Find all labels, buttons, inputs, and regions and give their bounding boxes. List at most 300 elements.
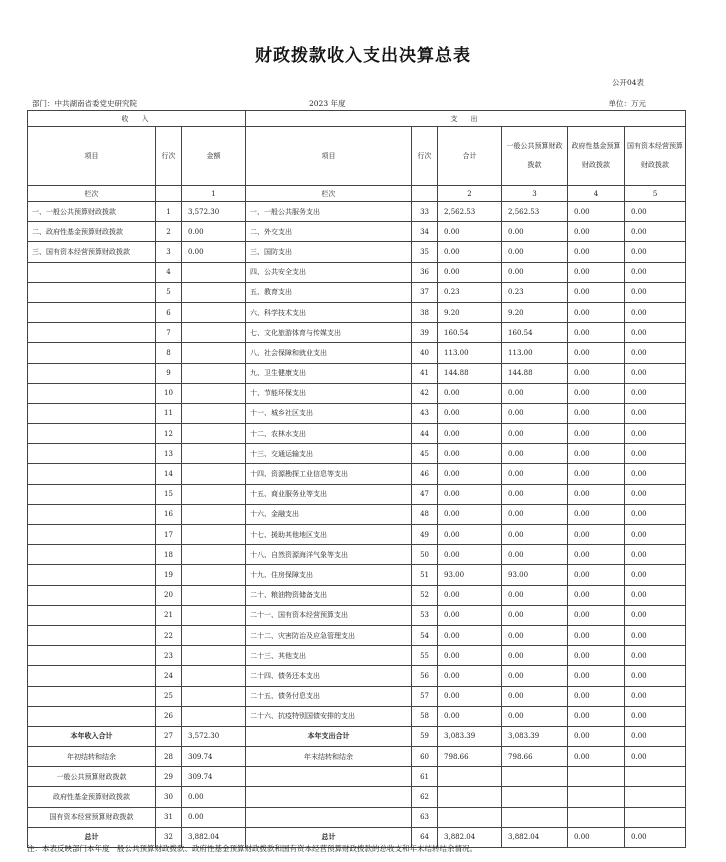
income-amount: 309.74	[182, 767, 246, 787]
expense-row-no: 45	[412, 444, 438, 464]
general-budget-amount: 0.23	[502, 282, 568, 302]
state-capital-amount: 0.00	[625, 545, 686, 565]
income-item-header: 项目	[28, 127, 156, 186]
total-amount: 144.88	[438, 363, 502, 383]
expense-item: 十七、援助其他地区支出	[246, 525, 412, 545]
income-row-no: 8	[156, 343, 182, 363]
total-amount: 798.66	[438, 747, 502, 767]
income-amount	[182, 585, 246, 605]
gov-fund-amount: 0.00	[568, 827, 625, 847]
unit-label: 单位：万元	[608, 99, 646, 108]
general-budget-amount: 0.00	[502, 686, 568, 706]
income-item: 年初结转和结余	[28, 747, 156, 767]
income-row-no: 24	[156, 666, 182, 686]
state-capital-amount: 0.00	[625, 403, 686, 423]
income-row-no: 14	[156, 464, 182, 484]
gov-fund-amount: 0.00	[568, 403, 625, 423]
income-item	[28, 403, 156, 423]
income-amount	[182, 323, 246, 343]
col-index-3: 3	[502, 186, 568, 202]
income-item	[28, 343, 156, 363]
table-row	[28, 767, 686, 787]
expense-row-no: 43	[412, 403, 438, 423]
table-row	[28, 545, 686, 565]
income-row-no: 12	[156, 424, 182, 444]
general-budget-header: 一般公共预算财政拨款	[502, 127, 568, 186]
income-item	[28, 666, 156, 686]
income-item	[28, 706, 156, 726]
total-amount: 3,882.04	[438, 827, 502, 847]
expense-item	[246, 767, 412, 787]
column-index-row	[28, 186, 686, 202]
income-row-no: 32	[156, 827, 182, 847]
table-row	[28, 383, 686, 403]
state-capital-amount	[625, 767, 686, 787]
col-label-expense: 栏次	[246, 186, 412, 202]
income-row-no: 15	[156, 484, 182, 504]
gov-fund-amount: 0.00	[568, 605, 625, 625]
gov-fund-amount: 0.00	[568, 323, 625, 343]
general-budget-amount	[502, 807, 568, 827]
expense-item: 九、卫生健康支出	[246, 363, 412, 383]
general-budget-amount: 0.00	[502, 242, 568, 262]
income-row-no: 30	[156, 787, 182, 807]
gov-fund-amount: 0.00	[568, 302, 625, 322]
total-amount: 0.00	[438, 222, 502, 242]
total-amount: 0.00	[438, 464, 502, 484]
income-row-no: 20	[156, 585, 182, 605]
table-row	[28, 282, 686, 302]
total-amount: 0.00	[438, 242, 502, 262]
income-amount	[182, 464, 246, 484]
total-amount: 0.00	[438, 484, 502, 504]
table-row	[28, 363, 686, 383]
income-amount	[182, 686, 246, 706]
income-item	[28, 525, 156, 545]
budget-table	[27, 110, 686, 848]
form-number: 公开04表	[611, 78, 644, 87]
state-capital-amount: 0.00	[625, 625, 686, 645]
general-budget-amount: 0.00	[502, 605, 568, 625]
income-item	[28, 323, 156, 343]
gov-fund-amount: 0.00	[568, 363, 625, 383]
income-amount: 3,882.04	[182, 827, 246, 847]
income-item: 三、国有资本经营预算财政拨款	[28, 242, 156, 262]
income-amount	[182, 403, 246, 423]
footnote: 注：本表反映部门本年度一般公共预算财政拨款、政府性基金预算财政拨款和国有资本经营预算财政拨款的总收支和年末结转结余情况。	[27, 844, 477, 853]
total-amount: 0.00	[438, 262, 502, 282]
expense-item: 十四、资源勘探工业信息等支出	[246, 464, 412, 484]
income-amount: 0.00	[182, 787, 246, 807]
state-capital-header: 国有资本经营预算财政拨款	[625, 127, 686, 186]
general-budget-amount: 0.00	[502, 545, 568, 565]
income-amount	[182, 302, 246, 322]
income-item	[28, 464, 156, 484]
income-row-no: 18	[156, 545, 182, 565]
state-capital-amount: 0.00	[625, 827, 686, 847]
total-amount: 0.00	[438, 545, 502, 565]
gov-fund-amount: 0.00	[568, 666, 625, 686]
state-capital-amount: 0.00	[625, 565, 686, 585]
gov-fund-amount: 0.00	[568, 262, 625, 282]
expense-item	[246, 807, 412, 827]
total-amount	[438, 807, 502, 827]
gov-fund-amount: 0.00	[568, 464, 625, 484]
table-row	[28, 787, 686, 807]
total-amount: 0.00	[438, 646, 502, 666]
general-budget-amount: 2,562.53	[502, 202, 568, 222]
expense-row-no: 54	[412, 625, 438, 645]
income-amount-header: 金额	[182, 127, 246, 186]
expense-row-no-header: 行次	[412, 127, 438, 186]
state-capital-amount: 0.00	[625, 726, 686, 746]
table-row	[28, 625, 686, 645]
table-row	[28, 403, 686, 423]
general-budget-amount: 0.00	[502, 484, 568, 504]
state-capital-amount	[625, 807, 686, 827]
table-row	[28, 706, 686, 726]
total-amount: 0.00	[438, 585, 502, 605]
income-amount	[182, 383, 246, 403]
total-amount: 0.00	[438, 625, 502, 645]
income-item	[28, 484, 156, 504]
total-amount: 2,562.53	[438, 202, 502, 222]
year-label: 2023 年度	[309, 99, 346, 108]
table-row	[28, 666, 686, 686]
total-amount: 0.00	[438, 666, 502, 686]
total-amount: 0.00	[438, 383, 502, 403]
total-amount: 0.00	[438, 403, 502, 423]
expense-section-header: 支 出	[246, 111, 686, 127]
expense-row-no: 62	[412, 787, 438, 807]
expense-item: 十五、商业服务业等支出	[246, 484, 412, 504]
income-row-no: 2	[156, 222, 182, 242]
income-row-no: 13	[156, 444, 182, 464]
state-capital-amount: 0.00	[625, 222, 686, 242]
income-amount	[182, 545, 246, 565]
table-row	[28, 726, 686, 746]
expense-row-no: 49	[412, 525, 438, 545]
income-item	[28, 504, 156, 524]
state-capital-amount: 0.00	[625, 302, 686, 322]
gov-fund-amount: 0.00	[568, 282, 625, 302]
general-budget-amount: 0.00	[502, 646, 568, 666]
income-item	[28, 565, 156, 585]
total-amount: 160.54	[438, 323, 502, 343]
expense-row-no: 47	[412, 484, 438, 504]
expense-row-no: 64	[412, 827, 438, 847]
gov-fund-amount: 0.00	[568, 585, 625, 605]
income-item	[28, 444, 156, 464]
state-capital-amount: 0.00	[625, 706, 686, 726]
expense-row-no: 39	[412, 323, 438, 343]
income-item	[28, 625, 156, 645]
income-amount: 3,572.30	[182, 202, 246, 222]
table-row	[28, 343, 686, 363]
gov-fund-amount	[568, 787, 625, 807]
general-budget-amount: 160.54	[502, 323, 568, 343]
state-capital-amount: 0.00	[625, 504, 686, 524]
total-amount	[438, 787, 502, 807]
expense-row-no: 50	[412, 545, 438, 565]
state-capital-amount: 0.00	[625, 262, 686, 282]
gov-fund-amount: 0.00	[568, 706, 625, 726]
expense-row-no: 44	[412, 424, 438, 444]
expense-item: 二十五、债务付息支出	[246, 686, 412, 706]
expense-row-no: 38	[412, 302, 438, 322]
expense-item: 十三、交通运输支出	[246, 444, 412, 464]
expense-item	[246, 787, 412, 807]
expense-row-no: 35	[412, 242, 438, 262]
table-row	[28, 262, 686, 282]
gov-fund-amount: 0.00	[568, 424, 625, 444]
income-row-no: 29	[156, 767, 182, 787]
state-capital-amount: 0.00	[625, 424, 686, 444]
state-capital-amount: 0.00	[625, 747, 686, 767]
gov-fund-amount: 0.00	[568, 504, 625, 524]
expense-item: 十、节能环保支出	[246, 383, 412, 403]
gov-fund-amount: 0.00	[568, 444, 625, 464]
general-budget-amount: 0.00	[502, 424, 568, 444]
table-row	[28, 646, 686, 666]
table-row	[28, 222, 686, 242]
income-amount	[182, 666, 246, 686]
expense-row-no: 56	[412, 666, 438, 686]
income-item: 总计	[28, 827, 156, 847]
expense-item: 二十三、其他支出	[246, 646, 412, 666]
expense-item: 四、公共安全支出	[246, 262, 412, 282]
income-item	[28, 605, 156, 625]
total-amount: 3,083.39	[438, 726, 502, 746]
report-title: 财政拨款收入支出决算总表	[255, 46, 471, 66]
expense-row-no: 61	[412, 767, 438, 787]
income-item	[28, 424, 156, 444]
income-item	[28, 363, 156, 383]
expense-row-no: 46	[412, 464, 438, 484]
gov-fund-amount: 0.00	[568, 565, 625, 585]
gov-fund-amount: 0.00	[568, 726, 625, 746]
income-row-no: 21	[156, 605, 182, 625]
state-capital-amount: 0.00	[625, 202, 686, 222]
table-row	[28, 242, 686, 262]
table-row	[28, 807, 686, 827]
income-row-no: 17	[156, 525, 182, 545]
total-amount: 93.00	[438, 565, 502, 585]
state-capital-amount: 0.00	[625, 323, 686, 343]
state-capital-amount: 0.00	[625, 605, 686, 625]
general-budget-amount: 113.00	[502, 343, 568, 363]
expense-item: 二十二、灾害防治及应急管理支出	[246, 625, 412, 645]
general-budget-amount: 3,083.39	[502, 726, 568, 746]
state-capital-amount: 0.00	[625, 343, 686, 363]
expense-item: 五、教育支出	[246, 282, 412, 302]
general-budget-amount: 0.00	[502, 525, 568, 545]
total-amount: 0.00	[438, 706, 502, 726]
income-item: 一般公共预算财政拨款	[28, 767, 156, 787]
expense-row-no: 36	[412, 262, 438, 282]
income-row-no: 6	[156, 302, 182, 322]
total-amount: 0.00	[438, 525, 502, 545]
gov-fund-amount: 0.00	[568, 484, 625, 504]
state-capital-amount: 0.00	[625, 646, 686, 666]
table-row	[28, 565, 686, 585]
expense-row-no: 51	[412, 565, 438, 585]
income-row-no: 10	[156, 383, 182, 403]
income-amount	[182, 262, 246, 282]
income-amount	[182, 525, 246, 545]
gov-fund-amount: 0.00	[568, 202, 625, 222]
general-budget-amount: 0.00	[502, 262, 568, 282]
table-row	[28, 444, 686, 464]
general-budget-amount	[502, 767, 568, 787]
income-amount	[182, 424, 246, 444]
expense-item: 总计	[246, 827, 412, 847]
expense-item: 六、科学技术支出	[246, 302, 412, 322]
col-index-empty	[156, 186, 182, 202]
income-amount: 0.00	[182, 807, 246, 827]
gov-fund-amount: 0.00	[568, 747, 625, 767]
gov-fund-amount: 0.00	[568, 686, 625, 706]
income-row-no: 11	[156, 403, 182, 423]
table-row	[28, 504, 686, 524]
gov-fund-amount: 0.00	[568, 545, 625, 565]
state-capital-amount: 0.00	[625, 525, 686, 545]
general-budget-amount: 798.66	[502, 747, 568, 767]
table-row	[28, 686, 686, 706]
state-capital-amount: 0.00	[625, 444, 686, 464]
state-capital-amount: 0.00	[625, 282, 686, 302]
total-amount: 9.20	[438, 302, 502, 322]
total-amount: 0.00	[438, 605, 502, 625]
expense-row-no: 63	[412, 807, 438, 827]
general-budget-amount: 3,882.04	[502, 827, 568, 847]
gov-fund-amount: 0.00	[568, 222, 625, 242]
income-row-no: 19	[156, 565, 182, 585]
expense-item: 本年支出合计	[246, 726, 412, 746]
income-amount	[182, 504, 246, 524]
expense-item: 十六、金融支出	[246, 504, 412, 524]
income-item	[28, 262, 156, 282]
state-capital-amount	[625, 787, 686, 807]
income-row-no: 25	[156, 686, 182, 706]
income-amount	[182, 343, 246, 363]
income-row-no-header: 行次	[156, 127, 182, 186]
total-amount	[438, 767, 502, 787]
expense-row-no: 48	[412, 504, 438, 524]
income-item	[28, 646, 156, 666]
income-row-no: 4	[156, 262, 182, 282]
expense-item: 十一、城乡社区支出	[246, 403, 412, 423]
table-row	[28, 605, 686, 625]
income-item: 本年收入合计	[28, 726, 156, 746]
income-item: 国有资本经营预算财政拨款	[28, 807, 156, 827]
gov-fund-amount: 0.00	[568, 646, 625, 666]
general-budget-amount: 0.00	[502, 706, 568, 726]
gov-fund-amount	[568, 767, 625, 787]
income-item	[28, 686, 156, 706]
general-budget-amount: 0.00	[502, 585, 568, 605]
col-index-4: 4	[568, 186, 625, 202]
income-row-no: 7	[156, 323, 182, 343]
expense-item: 二十一、国有资本经营预算支出	[246, 605, 412, 625]
expense-row-no: 52	[412, 585, 438, 605]
state-capital-amount: 0.00	[625, 242, 686, 262]
income-row-no: 28	[156, 747, 182, 767]
general-budget-amount: 144.88	[502, 363, 568, 383]
general-budget-amount: 0.00	[502, 625, 568, 645]
expense-item: 十二、农林水支出	[246, 424, 412, 444]
state-capital-amount: 0.00	[625, 383, 686, 403]
expense-row-no: 34	[412, 222, 438, 242]
expense-item: 二十六、抗疫特别国债安排的支出	[246, 706, 412, 726]
expense-row-no: 58	[412, 706, 438, 726]
income-amount: 0.00	[182, 222, 246, 242]
state-capital-amount: 0.00	[625, 686, 686, 706]
income-item: 政府性基金预算财政拨款	[28, 787, 156, 807]
income-item	[28, 383, 156, 403]
expense-item: 二十、粮油物资储备支出	[246, 585, 412, 605]
table-row	[28, 747, 686, 767]
income-row-no: 27	[156, 726, 182, 746]
total-amount: 113.00	[438, 343, 502, 363]
income-item: 二、政府性基金预算财政拨款	[28, 222, 156, 242]
table-row	[28, 525, 686, 545]
total-amount: 0.23	[438, 282, 502, 302]
income-row-no: 5	[156, 282, 182, 302]
expense-row-no: 40	[412, 343, 438, 363]
gov-fund-amount: 0.00	[568, 525, 625, 545]
expense-item: 年末结转和结余	[246, 747, 412, 767]
total-amount: 0.00	[438, 444, 502, 464]
total-amount: 0.00	[438, 424, 502, 444]
income-item	[28, 302, 156, 322]
table-row	[28, 464, 686, 484]
table-row	[28, 302, 686, 322]
expense-item-header: 项目	[246, 127, 412, 186]
income-amount	[182, 565, 246, 585]
income-amount: 0.00	[182, 242, 246, 262]
state-capital-amount: 0.00	[625, 363, 686, 383]
income-amount: 3,572.30	[182, 726, 246, 746]
state-capital-amount: 0.00	[625, 484, 686, 504]
col-label-income: 栏次	[28, 186, 156, 202]
expense-item: 二十四、债务还本支出	[246, 666, 412, 686]
income-item	[28, 282, 156, 302]
expense-item: 十九、住房保障支出	[246, 565, 412, 585]
total-header: 合计	[438, 127, 502, 186]
general-budget-amount: 0.00	[502, 464, 568, 484]
expense-row-no: 59	[412, 726, 438, 746]
income-row-no: 9	[156, 363, 182, 383]
gov-fund-amount: 0.00	[568, 383, 625, 403]
general-budget-amount: 0.00	[502, 444, 568, 464]
income-item: 一、一般公共预算财政拨款	[28, 202, 156, 222]
income-item	[28, 585, 156, 605]
table-row	[28, 424, 686, 444]
income-row-no: 3	[156, 242, 182, 262]
gov-fund-amount	[568, 807, 625, 827]
state-capital-amount: 0.00	[625, 666, 686, 686]
income-row-no: 31	[156, 807, 182, 827]
gov-fund-amount: 0.00	[568, 242, 625, 262]
table-row	[28, 202, 686, 222]
income-amount	[182, 646, 246, 666]
col-index-empty	[412, 186, 438, 202]
general-budget-amount	[502, 787, 568, 807]
income-section-header: 收 入	[28, 111, 246, 127]
income-row-no: 26	[156, 706, 182, 726]
income-row-no: 1	[156, 202, 182, 222]
